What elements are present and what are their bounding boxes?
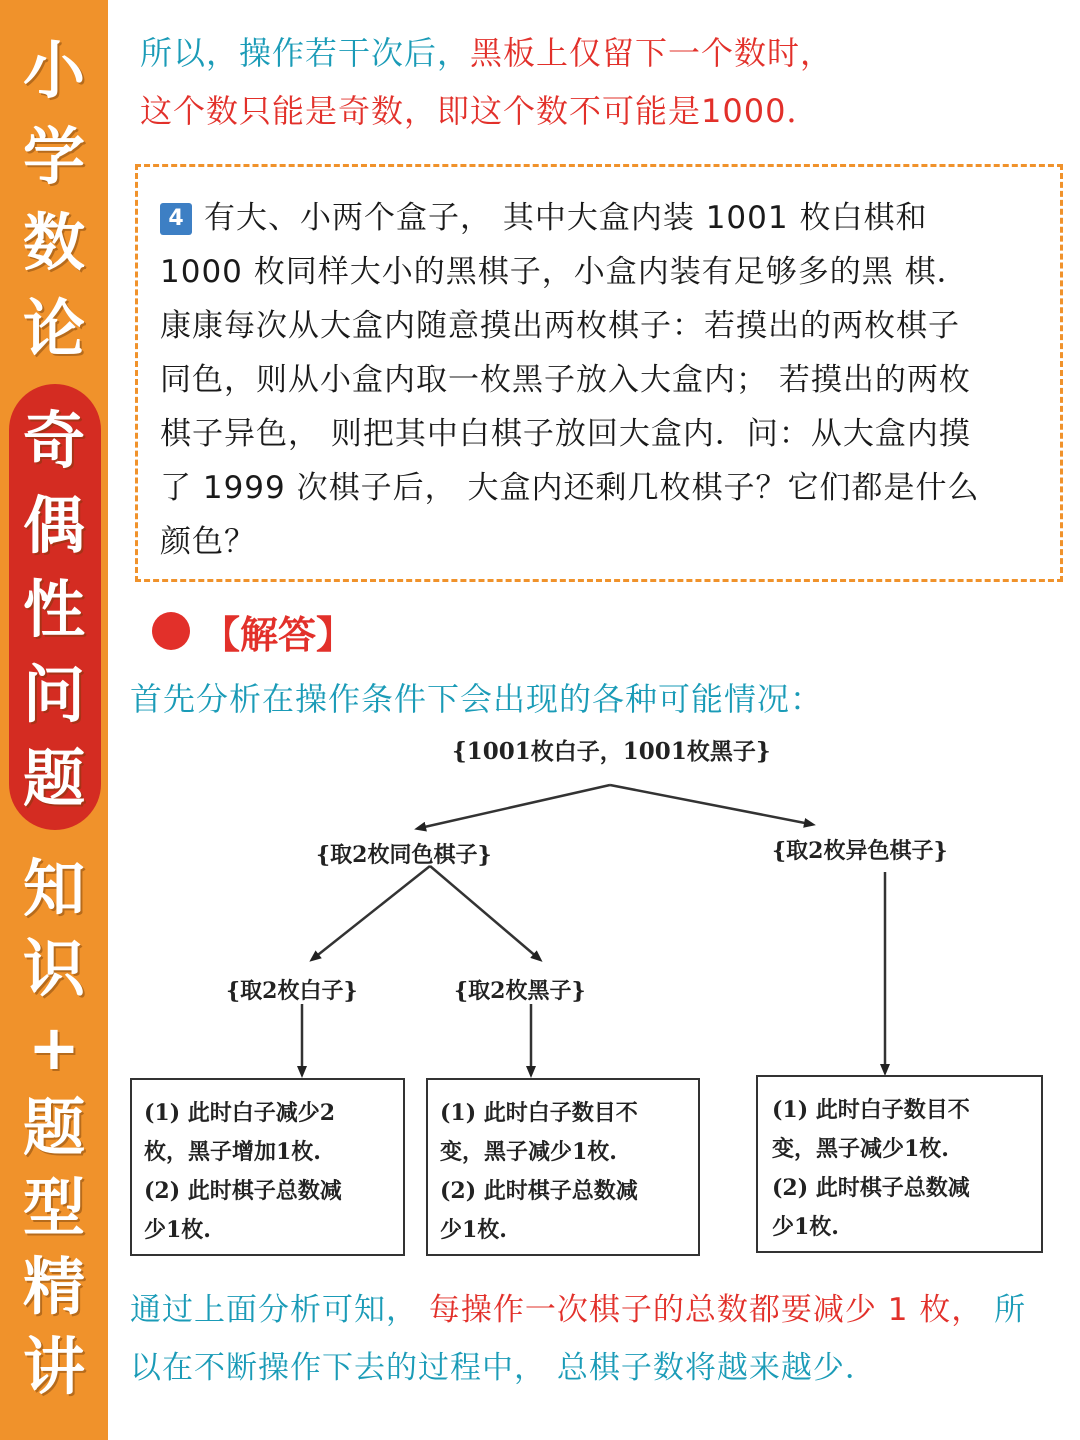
question-line: 有大、小两个盒子， 其中大盒内装 1001 枚白棋和 [204,200,928,236]
sidebar-char: 性 [22,573,85,646]
node-same-color: {取2枚同色棋子} [316,842,492,868]
result-line: 少1枚. [144,1217,211,1243]
question-number-badge: 4 [160,203,192,235]
sidebar-title-top [0,34,108,365]
sidebar-char: 讲 [22,1329,85,1403]
sidebar-char: 精 [22,1250,85,1324]
conclusion-line-1-teal: 通过上面分析可知， [130,1292,418,1328]
answer-heading: 【解答】 [202,613,355,657]
intro-line-1-red: 黑板上仅留下一个数时， [470,34,834,72]
analysis-intro: 首先分析在操作条件下会出现的各种可能情况： [130,680,824,718]
node-diff-color: {取2枚异色棋子} [772,838,948,864]
result-box-two-white [130,1078,405,1256]
result-line: (1) 此时白子减少2 [144,1100,336,1126]
sidebar-char: 数 [22,206,85,279]
sidebar-char: 题 [22,742,85,815]
question-line: 康康每次从大盒内随意摸出两枚棋子：若摸出的两枚棋子 [160,308,960,344]
sidebar-char: 偶 [22,488,85,562]
conclusion-line-1 [130,1284,1026,1329]
result-line: (2) 此时棋子总数减 [440,1178,638,1204]
node-two-black: {取2枚黑子} [454,978,586,1004]
arrow-root-to-diff [610,785,810,824]
question-line: 颜色？ [160,524,256,560]
intro-line-1-teal: 所以，操作若干次后， [140,34,471,72]
sidebar-char: + [28,1011,80,1085]
sidebar-char: 识 [22,931,85,1005]
sidebar-char: 奇 [22,404,85,477]
sidebar-topic [0,404,108,815]
sidebar-banner [0,0,108,1440]
question-line: 了 1999 次棋子后， 大盒内还剩几枚棋子？它们都是什么 [160,470,980,506]
intro-line-2: 这个数只能是奇数，即这个数不可能是1000． [140,92,820,130]
result-line: (2) 此时棋子总数减 [144,1178,342,1204]
sidebar-char: 论 [22,292,85,365]
result-line: (1) 此时白子数目不 [772,1097,970,1123]
conclusion-line-1-red: 每操作一次棋子的总数都要减少 1 枚， [428,1292,984,1328]
question-line: 1000 枚同样大小的黑棋子，小盒内装有足够多的黑 棋． [160,254,969,290]
result-line: (1) 此时白子数目不 [440,1100,638,1126]
sidebar-subtitle [0,852,108,1403]
sidebar-char: 学 [22,120,85,193]
sidebar-char: 知 [22,852,85,925]
main-content [108,0,1080,1440]
sidebar-char: 型 [22,1170,85,1244]
result-line: 枚，黑子增加1枚. [144,1139,321,1165]
arrow-same-to-black [430,866,538,958]
result-box-two-black [426,1078,700,1256]
result-line: 变，黑子减少1枚. [440,1139,617,1165]
node-root: {1001枚白子，1001枚黑子} [452,738,771,765]
node-two-white: {取2枚白子} [226,978,358,1004]
arrow-same-to-white [314,866,430,958]
arrow-root-to-same [420,785,610,828]
question-line: 同色，则从小盒内取一枚黑子放入大盒内； 若摸出的两枚 [160,362,971,398]
result-line: 少1枚. [772,1214,839,1240]
conclusion-line-1-teal-end: 所 [994,1292,1027,1328]
result-line: (2) 此时棋子总数减 [772,1175,970,1201]
sidebar-char: 题 [22,1090,85,1164]
result-line: 少1枚. [440,1217,507,1243]
question-line: 棋子异色， 则把其中白棋子放回大盒内．问：从大盒内摸 [160,416,971,452]
result-line: 变，黑子减少1枚. [772,1136,949,1162]
sidebar-char: 小 [22,34,85,107]
conclusion-line-2: 以在不断操作下去的过程中， 总棋子数将越来越少． [130,1350,877,1386]
result-box-diff-color [756,1075,1043,1253]
sidebar-char: 问 [22,657,85,731]
